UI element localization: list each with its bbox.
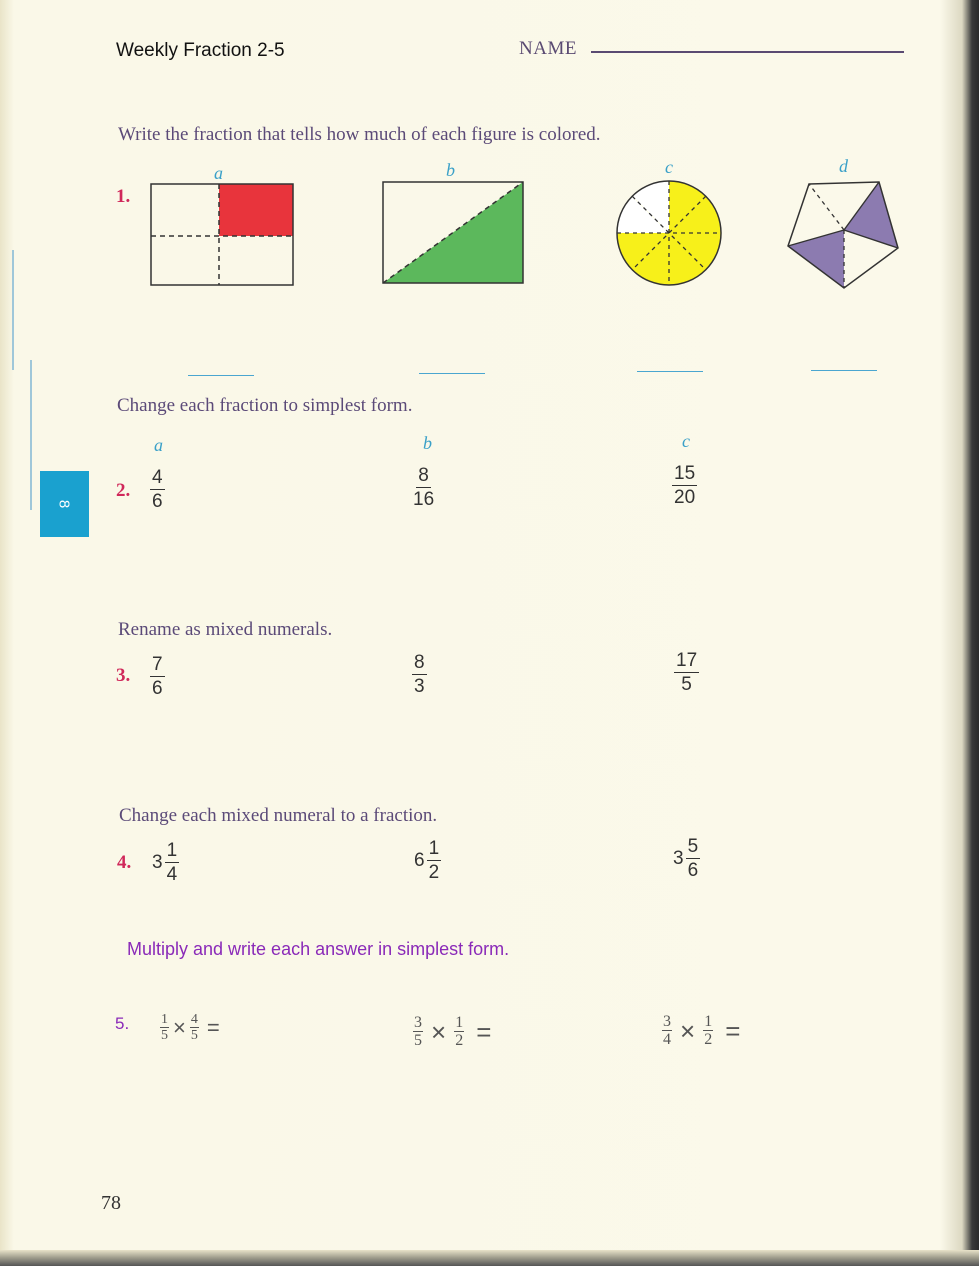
answer-line-1a[interactable] (188, 375, 254, 376)
fraction-2a (150, 467, 165, 512)
mixed-numeral-4a (152, 840, 179, 885)
mixed-4a-denominator: 4 (166, 864, 178, 885)
fraction-2b-numerator: 8 (418, 465, 429, 486)
fraction-2c (672, 463, 697, 508)
section2-col-a: a (154, 435, 163, 455)
page-number: 78 (101, 1192, 121, 1214)
section1-col-b: b (446, 160, 455, 180)
fraction-2c-numerator: 15 (674, 463, 696, 484)
section2-instruction: Change each fraction to simplest form. (117, 395, 413, 416)
fraction-3c-denominator: 5 (681, 674, 692, 695)
fraction-3a (150, 654, 165, 699)
figure-b-rectangle (379, 179, 529, 286)
fraction-3b-numerator: 8 (414, 652, 425, 673)
times-sign: × (173, 1015, 186, 1040)
fraction-2b (413, 465, 434, 510)
mult-5a-num1: 1 (161, 1012, 168, 1027)
figure-d-pentagon (784, 176, 904, 294)
mixed-numeral-4c (673, 836, 700, 881)
mult-5c-den1: 4 (663, 1031, 671, 1048)
times-sign: × (431, 1016, 447, 1047)
section1-col-d: d (839, 156, 848, 176)
mixed-4c-numerator: 5 (687, 836, 699, 857)
equals-sign: = (725, 1015, 741, 1046)
mult-5a-num2: 4 (190, 1012, 198, 1027)
mult-5b-den1: 5 (414, 1032, 422, 1049)
mixed-numeral-4b (414, 838, 441, 883)
mixed-4a-whole: 3 (152, 851, 163, 873)
worksheet-title: Weekly Fraction 2-5 (116, 40, 285, 61)
mixed-4b-numerator: 1 (428, 838, 440, 859)
section5-instruction: Multiply and write each answer in simplest form. (127, 939, 510, 959)
mult-5b-den2: 2 (455, 1032, 464, 1049)
answer-line-1c[interactable] (637, 371, 703, 372)
equals-sign: = (206, 1015, 220, 1040)
answer-line-1d[interactable] (811, 370, 877, 371)
fraction-2a-denominator: 6 (152, 491, 163, 512)
times-sign: × (680, 1015, 696, 1046)
figure-a-rectangle (148, 182, 298, 288)
mixed-4c-denominator: 6 (687, 860, 699, 881)
mixed-4b-whole: 6 (414, 849, 425, 871)
section1-instruction: Write the fraction that tells how much of each figure is colored. (118, 124, 601, 145)
mult-5b-num2: 1 (455, 1014, 464, 1031)
section1-col-a: a (214, 163, 223, 183)
figure-a-colored-part (219, 184, 293, 236)
section2-number: 2. (116, 480, 131, 501)
fraction-3c-numerator: 17 (676, 650, 698, 671)
page-bottom-edge (0, 1250, 979, 1266)
fraction-3b (412, 652, 427, 697)
chapter-tab-label: 8 (56, 499, 73, 509)
fraction-3a-numerator: 7 (152, 654, 163, 675)
mult-5c-den2: 2 (704, 1031, 713, 1048)
multiply-problem-5c (662, 1014, 748, 1048)
answer-line-1b[interactable] (419, 373, 485, 374)
section3-number: 3. (116, 665, 131, 686)
section1-number: 1. (116, 186, 131, 207)
mixed-4b-denominator: 2 (428, 862, 440, 883)
multiply-problem-5a (160, 1013, 224, 1043)
fraction-2c-denominator: 20 (674, 487, 696, 508)
fraction-2a-numerator: 4 (152, 467, 163, 488)
section4-instruction: Change each mixed numeral to a fraction. (119, 805, 438, 826)
fraction-3b-denominator: 3 (414, 676, 425, 697)
mixed-4c-whole: 3 (673, 847, 684, 869)
name-field-line[interactable] (591, 51, 904, 53)
section3-instruction: Rename as mixed numerals. (118, 619, 333, 640)
fraction-3c (674, 650, 699, 695)
section2-col-b: b (423, 433, 432, 453)
section1-col-c: c (665, 157, 673, 177)
section4-number: 4. (117, 852, 132, 873)
section5-number: 5. (115, 1014, 130, 1033)
fraction-3a-denominator: 6 (152, 678, 163, 699)
mult-5c-num1: 3 (663, 1013, 671, 1030)
mult-5a-den1: 5 (161, 1028, 168, 1043)
margin-mark (12, 250, 14, 370)
figure-c-circle (614, 178, 724, 288)
mult-5a-den2: 5 (190, 1028, 198, 1043)
multiply-problem-5b (413, 1015, 499, 1049)
mixed-4a-numerator: 1 (166, 840, 178, 861)
equals-sign: = (476, 1016, 492, 1047)
section2-col-c: c (682, 431, 690, 451)
name-label: NAME (519, 38, 577, 59)
mult-5b-num1: 3 (414, 1014, 422, 1031)
chapter-tab (40, 471, 89, 537)
mult-5c-num2: 1 (704, 1013, 713, 1030)
fraction-2b-denominator: 16 (413, 489, 435, 510)
